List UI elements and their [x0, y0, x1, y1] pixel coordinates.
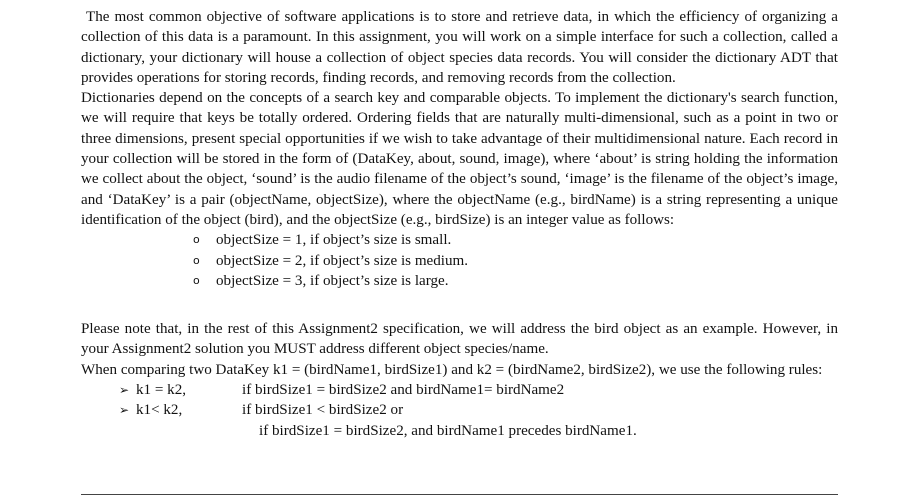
list-item	[81, 251, 838, 271]
rule-rhs: if birdSize1 = birdSize2 and birdName1= birdName2	[242, 382, 565, 399]
dictionary-paragraph: Dictionaries depend on the concepts of a search key and comparable objects. To implement the dictionary's search function, we will require that keys be totally ordered. Ordering fields that are naturally multi-dimensional, such as a point in two or three dimensions, present special opportunities if we wish to take advantage of their multidimensional nature. Each record in your collection will be stored in the form of (DataKey, about, sound, image), where ‘about’ is string holding the information we collect about the object, ‘sound’ is the audio filename of the object’s sound, ‘image’ is the filename of the object’s image, and ‘DataKey’ is a pair (objectName, objectSize), where the objectName (e.g., birdName) is a string representing a unique identification of the object (bird), and the objectSize (e.g., birdSize) is an integer value as follows:	[81, 90, 838, 228]
rule-lhs: k1< k2,	[136, 402, 183, 419]
list-item-text: objectSize = 2, if object’s size is medium.	[216, 252, 469, 269]
rule-continuation-text: if birdSize1 = birdSize2, and birdName1 precedes birdName1.	[259, 422, 637, 439]
comparison-paragraph: When comparing two DataKey k1 = (birdName1, birdSize1) and k2 = (birdName2, birdSize2), we use the following rules:	[81, 361, 823, 378]
comparison-rules-list	[81, 380, 838, 441]
arrow-bullet-icon: ➢	[119, 383, 130, 398]
list-item	[81, 230, 838, 250]
arrow-bullet-icon: ➢	[119, 403, 130, 418]
list-item-text: objectSize = 1, if object’s size is small.	[216, 232, 452, 249]
blank-space	[81, 291, 838, 319]
list-item-text: objectSize = 3, if object’s size is large.	[216, 272, 449, 289]
circle-bullet-icon: o	[193, 253, 200, 267]
circle-bullet-icon: o	[193, 273, 200, 287]
note-paragraph: Please note that, in the rest of this Assignment2 specification, we will address the bird object as an example. However, in your Assignment2 solution you MUST address different object species/name.	[81, 321, 838, 358]
circle-bullet-icon: o	[193, 233, 200, 247]
intro-paragraph: The most common objective of software applications is to store and retrieve data, in which the efficiency of organizing a collection of this data is a paramount. In this assignment, you will work on a simple interface for such a collection, called a dictionary, your dictionary will house a collection of object species data records. You will consider the dictionary ADT that provides operations for storing records, finding records, and removing records from the collection.	[81, 9, 838, 86]
rule-continuation	[81, 421, 838, 441]
object-size-list	[81, 230, 838, 291]
rule-rhs: if birdSize1 < birdSize2 or	[242, 402, 404, 419]
rule-lhs: k1 = k2,	[136, 382, 187, 399]
divider-line	[81, 494, 838, 495]
document-body	[81, 7, 838, 441]
list-item	[81, 271, 838, 291]
rule-item	[81, 380, 838, 400]
rule-item	[81, 400, 838, 420]
